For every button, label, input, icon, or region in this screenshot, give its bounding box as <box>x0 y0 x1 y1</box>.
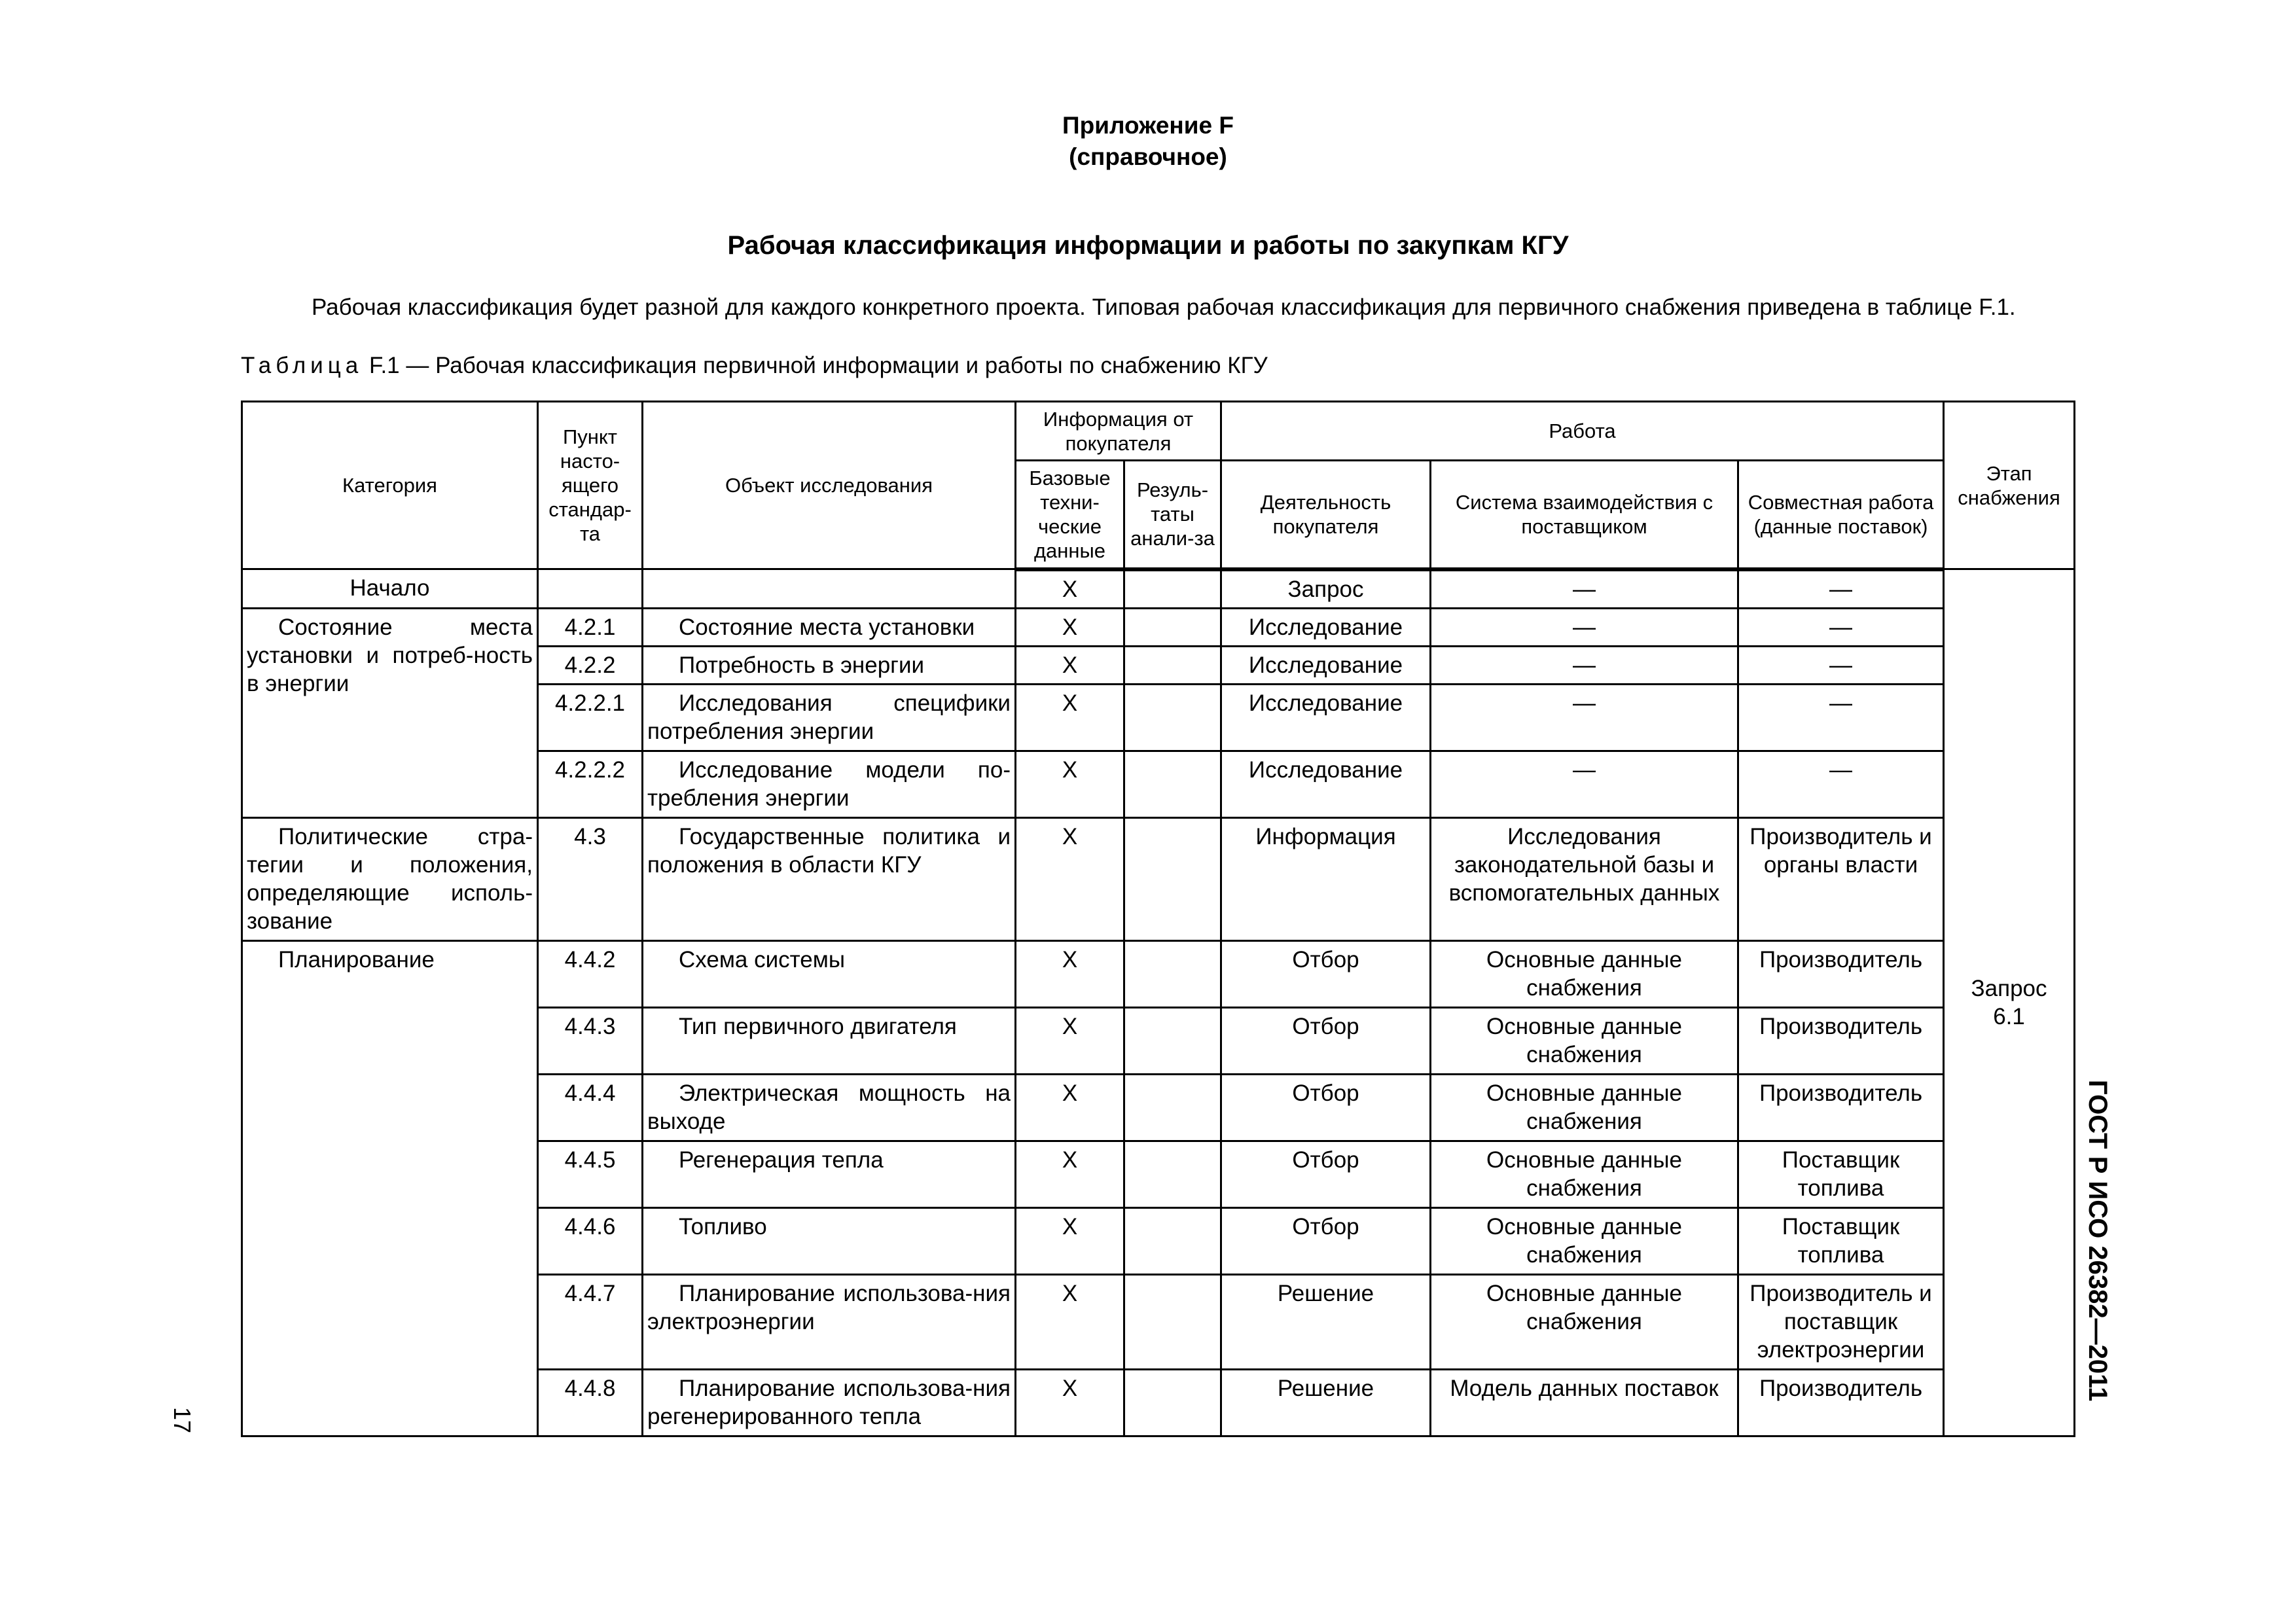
clause-cell: 4.4.2 <box>538 940 643 1007</box>
system-cell: Основные данные снабжения <box>1431 1141 1738 1207</box>
basic-data-cell: X <box>1016 1369 1124 1436</box>
system-cell: — <box>1431 569 1738 609</box>
object-cell: Тип первичного двигателя <box>643 1007 1016 1074</box>
system-cell: — <box>1431 646 1738 684</box>
clause-cell: 4.3 <box>538 817 643 940</box>
system-cell: — <box>1431 684 1738 751</box>
header-basic-data: Базовые техни-ческие данные <box>1016 461 1124 569</box>
activity-cell: Отбор <box>1221 940 1431 1007</box>
activity-cell: Исследование <box>1221 608 1431 646</box>
clause-cell: 4.2.1 <box>538 608 643 646</box>
object-cell: Состояние места установки <box>643 608 1016 646</box>
basic-data-cell: X <box>1016 1207 1124 1274</box>
activity-cell: Отбор <box>1221 1074 1431 1141</box>
basic-data-cell: X <box>1016 1074 1124 1141</box>
results-cell <box>1124 940 1221 1007</box>
system-cell: Исследования законодательной базы и вспомогательных данных <box>1431 817 1738 940</box>
joint-cell: Поставщик топлива <box>1738 1141 1944 1207</box>
object-cell: Исследования специфики потребления энергии <box>643 684 1016 751</box>
results-cell <box>1124 1074 1221 1141</box>
basic-data-cell: X <box>1016 1141 1124 1207</box>
clause-cell: 4.2.2.1 <box>538 684 643 751</box>
clause-cell: 4.4.6 <box>538 1207 643 1274</box>
header-supplier-system: Система взаимодействия с поставщиком <box>1431 461 1738 569</box>
clause-cell: 4.2.2 <box>538 646 643 684</box>
table-row <box>242 569 2075 609</box>
stage-label: Запрос <box>1971 975 2047 1001</box>
appendix-heading <box>0 110 2296 173</box>
category-site-energy: Состояние места установки и потреб-ность в энергии <box>242 608 538 817</box>
table-caption-text: F.1 — Рабочая классификация первичной информации и работы по снабжению КГУ <box>363 353 1268 378</box>
joint-cell: — <box>1738 684 1944 751</box>
appendix-label: Приложение F <box>1062 112 1234 139</box>
category-planning: Планирование <box>242 940 538 1436</box>
object-cell: Электрическая мощность на выходе <box>643 1074 1016 1141</box>
joint-cell: Производитель <box>1738 1074 1944 1141</box>
activity-cell: Решение <box>1221 1369 1431 1436</box>
stage-number: 6.1 <box>1993 1003 2025 1029</box>
results-cell <box>1124 646 1221 684</box>
basic-data-cell: X <box>1016 1007 1124 1074</box>
activity-cell: Запрос <box>1221 569 1431 609</box>
object-cell: Планирование использова-ния регенерированного тепла <box>643 1369 1016 1436</box>
header-buyer-activity: Деятельность покупателя <box>1221 461 1431 569</box>
page-number: 17 <box>169 1407 196 1434</box>
joint-cell: Производитель и поставщик электроэнергии <box>1738 1274 1944 1369</box>
clause-cell: 4.4.4 <box>538 1074 643 1141</box>
basic-data-cell: X <box>1016 684 1124 751</box>
standard-code: ГОСТ Р ИСО 26382—2011 <box>2083 1080 2112 1402</box>
basic-data-cell: X <box>1016 608 1124 646</box>
system-cell: Основные данные снабжения <box>1431 940 1738 1007</box>
table-caption-label: Таблица <box>241 353 363 378</box>
object-cell: Государственные политика и положения в области КГУ <box>643 817 1016 940</box>
header-analysis-results: Резуль-таты анали-за <box>1124 461 1221 569</box>
header-clause: Пункт насто-ящего стандар-та <box>538 402 643 569</box>
joint-cell: Производитель <box>1738 940 1944 1007</box>
activity-cell: Исследование <box>1221 751 1431 817</box>
header-stage: Этап снабжения <box>1944 402 2075 569</box>
system-cell: — <box>1431 608 1738 646</box>
results-cell <box>1124 817 1221 940</box>
basic-data-cell: X <box>1016 1274 1124 1369</box>
results-cell <box>1124 751 1221 817</box>
joint-cell: Производитель и органы власти <box>1738 817 1944 940</box>
clause-cell <box>538 569 643 609</box>
appendix-type: (справочное) <box>1069 143 1227 170</box>
results-cell <box>1124 1141 1221 1207</box>
results-cell <box>1124 608 1221 646</box>
activity-cell: Информация <box>1221 817 1431 940</box>
results-cell <box>1124 1369 1221 1436</box>
page-title: Рабочая классификация информации и работы по закупкам КГУ <box>727 231 1569 260</box>
clause-cell: 4.4.8 <box>538 1369 643 1436</box>
system-cell: Основные данные снабжения <box>1431 1007 1738 1074</box>
joint-cell: Производитель <box>1738 1007 1944 1074</box>
table-row <box>242 940 2075 1007</box>
object-cell: Схема системы <box>643 940 1016 1007</box>
joint-cell: — <box>1738 751 1944 817</box>
table-caption <box>241 351 1268 380</box>
activity-cell: Исследование <box>1221 684 1431 751</box>
clause-cell: 4.4.3 <box>538 1007 643 1074</box>
basic-data-cell: X <box>1016 940 1124 1007</box>
table-row <box>242 817 2075 940</box>
object-cell: Потребность в энергии <box>643 646 1016 684</box>
joint-cell: Производитель <box>1738 1369 1944 1436</box>
results-cell <box>1124 1207 1221 1274</box>
activity-cell: Отбор <box>1221 1207 1431 1274</box>
basic-data-cell: X <box>1016 569 1124 609</box>
object-cell: Топливо <box>643 1207 1016 1274</box>
results-cell <box>1124 1007 1221 1074</box>
system-cell: Основные данные снабжения <box>1431 1274 1738 1369</box>
basic-data-cell: X <box>1016 646 1124 684</box>
activity-cell: Отбор <box>1221 1007 1431 1074</box>
results-cell <box>1124 569 1221 609</box>
header-work-group: Работа <box>1221 402 1944 461</box>
joint-cell: — <box>1738 569 1944 609</box>
clause-cell: 4.4.5 <box>538 1141 643 1207</box>
system-cell: Модель данных поставок <box>1431 1369 1738 1436</box>
stage-cell <box>1944 569 2075 1436</box>
object-cell <box>643 569 1016 609</box>
category-policy: Политические стра-тегии и положения, определяющие исполь-зование <box>242 817 538 940</box>
system-cell: — <box>1431 751 1738 817</box>
activity-cell: Решение <box>1221 1274 1431 1369</box>
system-cell: Основные данные снабжения <box>1431 1207 1738 1274</box>
joint-cell: — <box>1738 608 1944 646</box>
joint-cell: — <box>1738 646 1944 684</box>
activity-cell: Отбор <box>1221 1141 1431 1207</box>
system-cell: Основные данные снабжения <box>1431 1074 1738 1141</box>
header-object: Объект исследования <box>643 402 1016 569</box>
header-info-group: Информация от покупателя <box>1016 402 1221 461</box>
joint-cell: Поставщик топлива <box>1738 1207 1944 1274</box>
basic-data-cell: X <box>1016 817 1124 940</box>
classification-table <box>241 401 2075 1437</box>
object-cell: Исследование модели по-требления энергии <box>643 751 1016 817</box>
clause-cell: 4.4.7 <box>538 1274 643 1369</box>
header-category: Категория <box>242 402 538 569</box>
results-cell <box>1124 684 1221 751</box>
basic-data-cell: X <box>1016 751 1124 817</box>
category-start: Начало <box>242 569 538 609</box>
clause-cell: 4.2.2.2 <box>538 751 643 817</box>
table-row <box>242 608 2075 646</box>
object-cell: Регенерация тепла <box>643 1141 1016 1207</box>
intro-paragraph: Рабочая классификация будет разной для каждого конкретного проекта. Типовая рабочая классификация для первичного снабжения приведена в таблице F.1. <box>312 294 2016 320</box>
object-cell: Планирование использова-ния электроэнергии <box>643 1274 1016 1369</box>
results-cell <box>1124 1274 1221 1369</box>
activity-cell: Исследование <box>1221 646 1431 684</box>
header-joint-work: Совместная работа (данные поставок) <box>1738 461 1944 569</box>
